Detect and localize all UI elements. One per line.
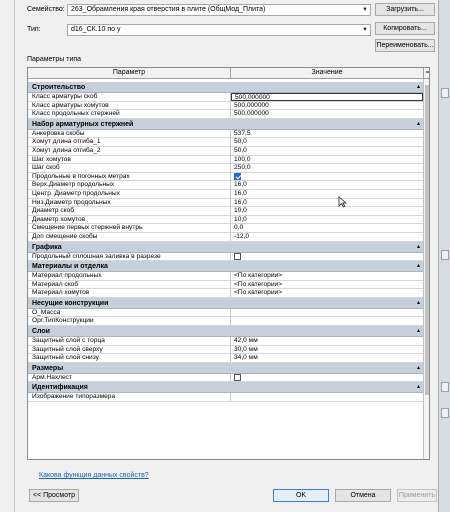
table-row[interactable] — [28, 130, 423, 139]
collapse-caret-icon[interactable]: ▴ — [416, 263, 420, 270]
group-header[interactable] — [28, 382, 423, 393]
parameter-value[interactable]: <По категории> — [234, 272, 283, 280]
group-header[interactable] — [28, 298, 423, 309]
parameter-value[interactable]: 250,0 — [234, 164, 251, 172]
type-properties-dialog — [14, 0, 439, 512]
background-app-strip — [438, 0, 450, 512]
parameter-name: Материал продольных — [28, 272, 231, 280]
parameter-value[interactable]: 100,0 — [234, 155, 251, 163]
chevron-down-icon: ▼ — [362, 7, 368, 13]
parameter-name: Диаметр скоб — [28, 207, 231, 215]
group-name: Размеры — [32, 364, 64, 372]
table-row[interactable] — [28, 138, 423, 147]
table-row[interactable] — [28, 337, 423, 346]
parameter-value[interactable]: 16,0 — [234, 189, 247, 197]
group-name: Набор арматурных стержней — [32, 120, 134, 128]
group-header[interactable] — [28, 242, 423, 253]
group-header[interactable] — [28, 82, 423, 93]
table-row[interactable] — [28, 317, 423, 326]
parameter-name: Хомут длина отгиба_1 — [28, 138, 231, 146]
table-row[interactable] — [28, 190, 423, 199]
parameter-name: Анкеровка скобы — [28, 130, 231, 138]
checkbox[interactable] — [234, 374, 241, 381]
table-row[interactable] — [28, 110, 423, 119]
parameter-name: Класс арматуры скоб — [28, 93, 231, 101]
parameter-value[interactable] — [231, 393, 423, 401]
parameter-name: Смещение первых стержней внутрь — [28, 224, 231, 232]
parameter-name: Класс продольных стержней — [28, 110, 231, 118]
table-row[interactable] — [28, 93, 423, 102]
background-marker — [441, 88, 449, 98]
help-link[interactable]: Какова функция данных свойств? — [39, 472, 149, 479]
type-label: Тип: — [27, 26, 41, 33]
parameter-value[interactable]: <По категории> — [234, 280, 283, 288]
collapse-caret-icon[interactable]: ▴ — [416, 243, 420, 250]
collapse-caret-icon[interactable]: ▴ — [416, 364, 420, 371]
parameter-value[interactable]: 10,0 — [234, 207, 247, 215]
collapse-caret-icon[interactable]: ▴ — [416, 120, 420, 127]
parameter-name: Хомут длина отгиба_2 — [28, 147, 231, 155]
table-row[interactable] — [28, 289, 423, 298]
parameter-value[interactable]: <По категории> — [234, 289, 283, 297]
column-header-extra[interactable]: = — [423, 68, 430, 78]
group-header[interactable] — [28, 119, 423, 130]
group-name: Строительство — [32, 84, 86, 91]
checkbox[interactable] — [234, 253, 241, 260]
vertical-scrollbar[interactable] — [423, 79, 430, 460]
parameter-value[interactable]: 50,0 — [234, 146, 247, 154]
parameter-name: Верх.Диаметр продольных — [28, 181, 231, 189]
parameter-name: Изображение типоразмера — [28, 393, 231, 401]
column-header-parameter[interactable]: Параметр — [28, 68, 231, 78]
ok-button[interactable]: OK — [273, 489, 329, 502]
parameter-value[interactable] — [231, 317, 423, 325]
parameter-name: Низ.Диаметр продольных — [28, 199, 231, 207]
parameter-value[interactable]: 42,0 мм — [234, 337, 258, 345]
parameter-name: Материал скоб — [28, 281, 231, 289]
parameter-value[interactable]: 500,000000 — [231, 93, 423, 101]
parameter-value[interactable]: 500,000000 — [234, 101, 269, 109]
table-header — [28, 68, 430, 79]
table-row[interactable] — [28, 374, 423, 383]
parameter-name: Защитный слой снизу — [28, 354, 231, 362]
parameter-name: Продольные в погонных метрах — [28, 173, 231, 181]
table-row[interactable] — [28, 281, 423, 290]
cancel-button[interactable]: Отмена — [335, 489, 391, 502]
table-row[interactable] — [28, 199, 423, 208]
type-value: d16_СК.10 по у — [71, 26, 121, 33]
table-row[interactable] — [28, 216, 423, 225]
background-marker — [441, 408, 449, 418]
load-button[interactable]: Загрузить... — [375, 3, 435, 16]
parameter-value[interactable]: 0,0 — [234, 224, 244, 232]
family-label: Семейство: — [27, 6, 65, 13]
checkbox[interactable] — [234, 173, 241, 180]
parameter-value[interactable] — [231, 309, 423, 317]
collapse-caret-icon[interactable]: ▴ — [416, 384, 420, 391]
column-header-value[interactable]: Значение — [311, 69, 343, 76]
table-row[interactable] — [28, 309, 423, 318]
group-name: Идентификация — [32, 384, 88, 392]
parameter-name: Класс арматуры хомутов — [28, 102, 231, 110]
table-row[interactable] — [28, 272, 423, 281]
group-header[interactable] — [28, 363, 423, 374]
table-row[interactable] — [28, 173, 423, 182]
table-row[interactable] — [28, 147, 423, 156]
group-header[interactable] — [28, 261, 423, 272]
group-name: Материалы и отделка — [32, 263, 108, 271]
chevron-down-icon: ▼ — [362, 27, 368, 33]
mouse-cursor-icon — [338, 196, 348, 208]
parameter-name: Шаг скоб — [28, 164, 231, 172]
table-row[interactable] — [28, 181, 423, 190]
group-name: Графика — [32, 243, 62, 251]
parameter-value[interactable]: -12,0 — [234, 232, 250, 240]
table-row[interactable] — [28, 156, 423, 165]
parameter-name: Арм.Нахлест — [28, 374, 231, 382]
parameter-value[interactable] — [231, 374, 423, 382]
section-title: Параметры типа — [27, 56, 82, 63]
parameter-value[interactable]: 34,0 мм — [234, 354, 258, 362]
parameter-value[interactable]: 30,0 мм — [234, 345, 258, 353]
parameter-name: Центр. Диаметр продольных — [28, 190, 231, 198]
group-name: Слои — [32, 328, 50, 336]
parameter-name: Продольный сплошная заливка в разрезе — [28, 253, 231, 261]
copy-button[interactable]: Копировать... — [375, 22, 435, 35]
table-row[interactable] — [28, 393, 423, 402]
parameter-value[interactable] — [231, 173, 423, 181]
parameter-value[interactable]: 16,0 — [234, 181, 247, 189]
parameter-name: Доп смещение скобы — [28, 233, 231, 241]
scrollbar-thumb[interactable] — [425, 85, 430, 395]
family-combo[interactable] — [67, 4, 371, 16]
parameter-name: О_Масса — [28, 309, 231, 317]
preview-button[interactable]: << Просмотр — [29, 489, 79, 502]
parameter-value[interactable] — [231, 253, 423, 261]
table-row[interactable] — [28, 253, 423, 262]
apply-button[interactable]: Применить — [397, 489, 437, 502]
table-row[interactable] — [28, 224, 423, 233]
type-combo[interactable] — [67, 24, 371, 36]
group-header[interactable] — [28, 326, 423, 337]
parameter-value[interactable]: 50,0 — [234, 138, 247, 146]
table-row[interactable] — [28, 102, 423, 111]
parameter-name: Защитный слой сверху — [28, 346, 231, 354]
parameter-name: Шаг хомутов — [28, 156, 231, 164]
parameter-name: Материал хомутов — [28, 289, 231, 297]
collapse-caret-icon[interactable]: ▴ — [416, 328, 420, 335]
table-body — [28, 82, 423, 402]
parameter-name: Защитный слой с торца — [28, 337, 231, 345]
table-row[interactable] — [28, 354, 423, 363]
rename-button[interactable]: Переименовать... — [375, 39, 435, 52]
table-row[interactable] — [28, 164, 423, 173]
family-value: 263_Обрамления края отверстия в плите (ОбщМод_Плита) — [71, 6, 266, 13]
parameter-value[interactable]: 537,5 — [234, 129, 251, 137]
parameter-name: Диаметр хомутов — [28, 216, 231, 224]
background-marker — [441, 250, 449, 260]
collapse-caret-icon[interactable]: ▴ — [416, 299, 420, 306]
background-marker — [441, 382, 449, 392]
table-row[interactable] — [28, 233, 423, 242]
table-row[interactable] — [28, 346, 423, 355]
table-row[interactable] — [28, 207, 423, 216]
parameter-value[interactable]: 500,000000 — [234, 110, 269, 118]
parameter-value[interactable]: 16,0 — [234, 198, 247, 206]
type-parameters-table — [27, 67, 430, 460]
parameter-value[interactable]: 10,0 — [234, 215, 247, 223]
group-name: Несущие конструкции — [32, 299, 109, 307]
parameter-name: Орг.ТипКонструкции — [28, 317, 231, 325]
collapse-caret-icon[interactable]: ▴ — [416, 84, 420, 90]
